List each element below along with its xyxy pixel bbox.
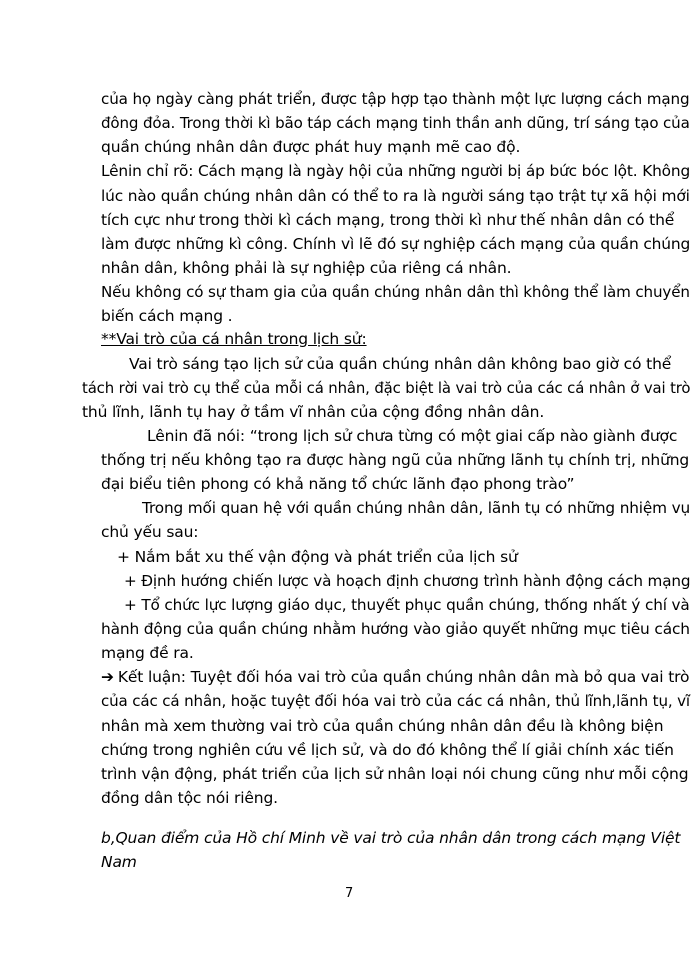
text-line: của họ ngày càng phát triển, được tập hợp tạo thành một lực lượng cách mạng (101, 90, 690, 108)
text-line: tách rời vai trò cụ thể của mỗi cá nhân, đặc biệt là vai trò của các cá nhân ở vai trò (82, 379, 691, 397)
bullet-item: + Định hướng chiến lược và hoạch định chương trình hành động cách mạng (124, 572, 691, 590)
arrow-right-icon: ➔ (101, 668, 114, 686)
text-line: Vai trò sáng tạo lịch sử của quần chúng nhân dân không bao giờ có thể (129, 355, 672, 373)
text-line: quần chúng nhân dân được phát huy mạnh mẽ cao độ. (101, 138, 521, 156)
text-line: nhân dân, không phải là sự nghiệp của riêng cá nhân. (101, 259, 512, 277)
text-line: nhân mà xem thường vai trò của quần chúng nhân dân đều là không biện (101, 717, 664, 735)
quote-line: thống trị nếu không tạo ra được hàng ngũ của những lãnh tụ chính trị, những (101, 451, 690, 469)
text-line: đông đỏa. Trong thời kì bão táp cách mạng tinh thần anh dũng, trí sáng tạo của (101, 114, 690, 132)
text-line: đồng dân tộc nói riêng. (101, 789, 278, 807)
text-line: lúc nào quần chúng nhân dân có thể to ra là người sáng tạo trật tự xã hội mới (101, 187, 690, 205)
text-line: chủ yếu sau: (101, 523, 199, 541)
text-line: trình vận động, phát triển của lịch sử nhân loại nói chung cũng như mỗi cộng (101, 765, 689, 783)
quote-line: đại biểu tiên phong có khả năng tổ chức lãnh đạo phong trào” (101, 475, 575, 493)
text-line: chứng trong nghiên cứu về lịch sử, và do đó không thể lí giải chính xác tiến (101, 741, 674, 759)
section-b-heading: b,Quan điểm của Hồ chí Minh về vai trò của nhân dân trong cách mạng Việt (101, 829, 681, 847)
text-line: thủ lĩnh, lãnh tụ hay ở tầm vĩ nhân của cộng đồng nhân dân. (82, 403, 545, 421)
text-line: biến cách mạng . (101, 307, 233, 325)
page-number: 7 (345, 886, 354, 901)
conclusion-text: Kết luận: Tuyệt đối hóa vai trò của quần chúng nhân dân mà bỏ qua vai trò (117, 668, 690, 686)
section-heading: **Vai trò của cá nhân trong lịch sử: (101, 330, 367, 348)
conclusion-line (101, 667, 689, 687)
text-line: Nếu không có sự tham gia của quần chúng nhân dân thì không thể làm chuyển (101, 283, 690, 301)
text-line: Lênin chỉ rõ: Cách mạng là ngày hội của những người bị áp bức bóc lột. Không (101, 162, 691, 180)
bullet-item: + Tổ chức lực lượng giáo dục, thuyết phục quần chúng, thống nhất ý chí và (124, 596, 690, 614)
text-line: tích cực như trong thời kì cách mạng, trong thời kì như thế nhân dân có thể (101, 211, 675, 229)
text-line: làm được những kì công. Chính vì lẽ đó sự nghiệp cách mạng của quần chúng (101, 235, 691, 253)
text-line: mạng đề ra. (101, 644, 194, 662)
quote-line: Lênin đã nói: “trong lịch sử chưa từng có một giai cấp nào giành được (147, 427, 678, 445)
section-b-heading: Nam (101, 853, 137, 871)
text-line: Trong mối quan hệ với quần chúng nhân dân, lãnh tụ có những nhiệm vụ (142, 499, 691, 517)
text-line: của các cá nhân, hoặc tuyệt đối hóa vai trò của các cá nhân, thủ lĩnh,lãnh tụ, vĩ (101, 692, 690, 710)
bullet-item: + Nắm bắt xu thế vận động và phát triển của lịch sử (117, 548, 518, 566)
text-line: hành động của quần chúng nhằm hướng vào giảo quyết những mục tiêu cách (101, 620, 690, 638)
